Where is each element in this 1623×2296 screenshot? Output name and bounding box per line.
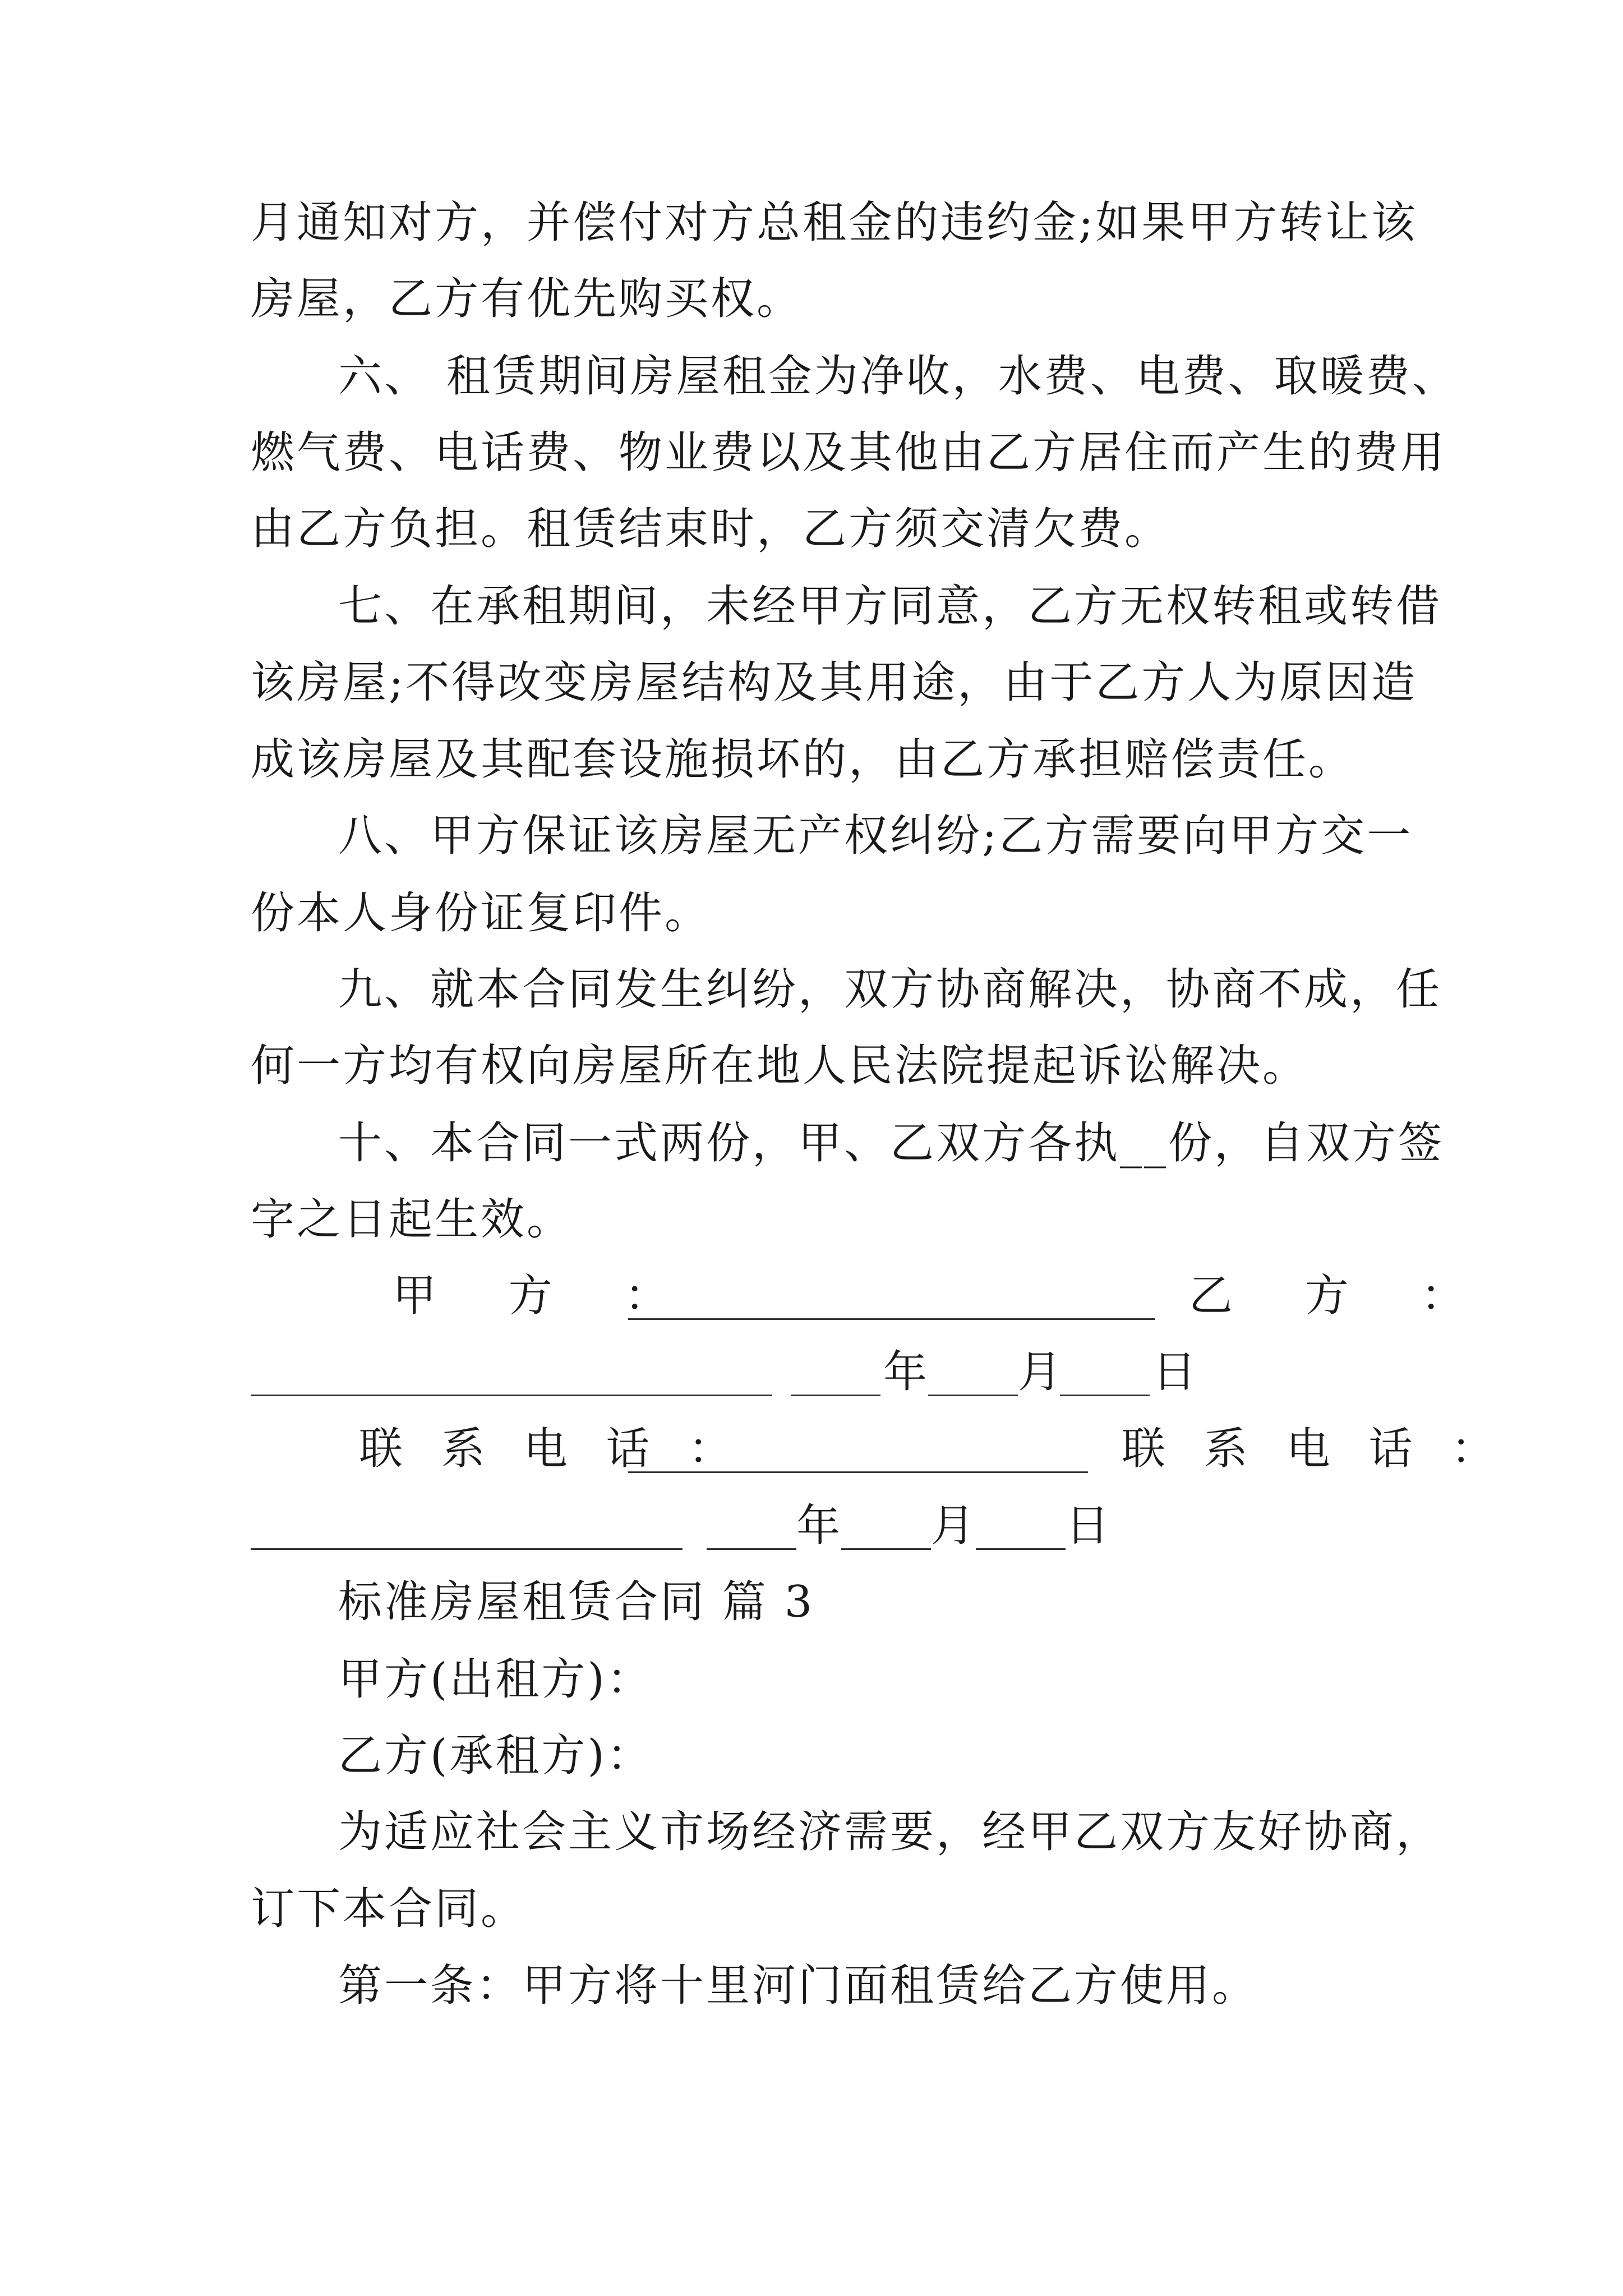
article-1-line: 第一条：甲方将十里河门面租赁给乙方使用。 (338, 1961, 1258, 2011)
text-line: 房屋，乙方有优先购买权。 (251, 274, 803, 324)
party-a-signature-blank[interactable] (628, 1285, 1155, 1320)
phone-b-label: 联 系 电 话 ： (1122, 1424, 1507, 1474)
text-line: 字之日起生效。 (251, 1194, 573, 1245)
party-b-signature-label: 乙 方 ： (1189, 1271, 1494, 1321)
clause-10-line: 十、本合同一式两份，甲、乙双方各执__份，自双方签 (338, 1118, 1445, 1168)
month-label: 月 (1018, 1347, 1062, 1397)
text-line: 成该房屋及其配套设施损坏的，由乙方承担赔偿责任。 (251, 734, 1355, 785)
text-line: 何一方均有权向房屋所在地人民法院提起诉讼解决。 (251, 1041, 1309, 1091)
clause-9-line: 九、就本合同发生纠纷，双方协商解决，协商不成，任 (338, 964, 1442, 1015)
day-blank-2[interactable] (976, 1515, 1066, 1550)
year-label: 年 (796, 1501, 841, 1551)
year-blank-2[interactable] (707, 1515, 796, 1550)
preamble-line: 订下本合同。 (251, 1884, 527, 1934)
month-blank-2[interactable] (841, 1515, 931, 1550)
preamble-line: 为适应社会主义市场经济需要，经甲乙双方友好协商， (338, 1807, 1442, 1857)
month-blank-1[interactable] (928, 1361, 1018, 1396)
month-label: 月 (931, 1501, 975, 1551)
text-line: 该房屋;不得改变房屋结构及其用途，由于乙方人为原因造 (251, 657, 1418, 708)
phone-b-blank[interactable] (251, 1515, 683, 1550)
phone-a-blank[interactable] (628, 1438, 1088, 1473)
day-label: 日 (1152, 1347, 1197, 1397)
text-line: 燃气费、电话费、物业费以及其他由乙方居住而产生的费用 (251, 427, 1447, 478)
year-blank-1[interactable] (791, 1361, 880, 1396)
text-line: 由乙方负担。租赁结束时，乙方须交清欠费。 (251, 504, 1171, 554)
party-a-signature-label: 甲 方 ： (393, 1271, 698, 1321)
clause-8-line: 八、甲方保证该房屋无产权纠纷;乙方需要向甲方交一 (338, 811, 1413, 861)
day-blank-1[interactable] (1060, 1361, 1150, 1396)
text-line: 月通知对方，并偿付对方总租金的违约金;如果甲方转让该 (251, 197, 1418, 248)
party-b-signature-blank[interactable] (251, 1361, 772, 1396)
clause-6-line: 六、 租赁期间房屋租金为净收，水费、电费、取暖费、 (338, 351, 1458, 402)
day-label: 日 (1066, 1501, 1110, 1551)
party-b-heading: 乙方(承租方)： (338, 1731, 653, 1781)
text-line: 份本人身份证复印件。 (251, 888, 711, 938)
phone-a-label: 联 系 电 话 ： (359, 1424, 745, 1474)
section-3-title: 标准房屋租赁合同 篇 3 (338, 1577, 815, 1627)
party-a-heading: 甲方(出租方)： (338, 1654, 653, 1705)
clause-7-line: 七、在承租期间，未经甲方同意，乙方无权转租或转借 (338, 581, 1442, 632)
year-label: 年 (883, 1347, 928, 1397)
